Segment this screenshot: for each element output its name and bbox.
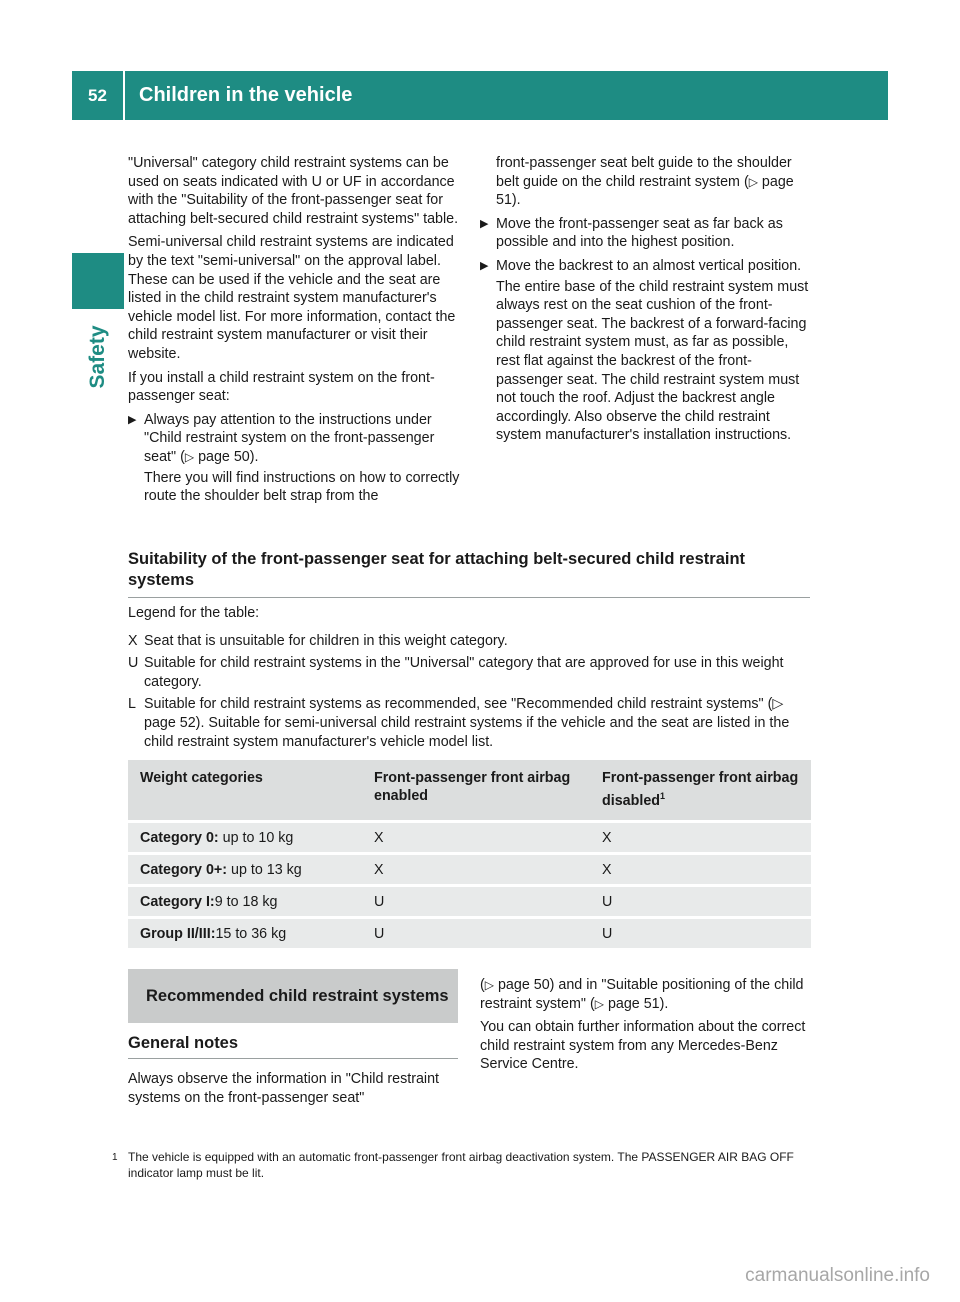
column-header-text: Front-passenger front airbag disabled [602, 770, 799, 809]
column-header [590, 760, 811, 820]
paragraph: Always observe the information in "Child restraint systems on the front-passenger seat" [128, 1071, 440, 1106]
table-cell: U [590, 887, 811, 916]
suitability-table [128, 757, 811, 951]
step-text: front-passenger seat belt guide to the shoulder belt guide on the child restraint system ( [496, 155, 792, 190]
table-row [128, 919, 811, 948]
paragraph: (▷ page 50) and in "Suitable positioning of the child restraint system" (▷ page 51). [480, 977, 804, 1012]
page-ref-link[interactable]: page 51). [607, 995, 669, 1012]
table-cell: U [362, 887, 590, 916]
step-text: Move the backrest to an almost vertical position. [496, 257, 802, 274]
table-cell: U [362, 919, 590, 948]
table-cell: X [590, 823, 811, 852]
general-notes-body [128, 1070, 458, 1112]
instruction-step [480, 215, 812, 252]
column-header: Front-passenger front airbag enabled [362, 760, 590, 820]
right-column [480, 154, 812, 450]
legend-key: L [128, 696, 136, 713]
arrow-icon: ▶ [480, 259, 489, 272]
step-continuation: The entire base of the child restraint system must always rest on the seat cushion of the front-passenger seat. The backrest of a forward-facing child restraint system must, as far as possible, rest flat against the backrest of the front-passenger seat. The child restraint system must not touch the roof. Adjust the backrest angle accordingly. Also observe the child restraint system manufacturer's installation instructions. [496, 278, 809, 444]
instruction-step [128, 411, 460, 506]
instruction-step [480, 257, 812, 445]
page-ref-arrow-icon: ▷ [748, 174, 758, 189]
footnote-ref: 1 [660, 791, 666, 801]
page-ref-link[interactable]: page 50). [198, 448, 259, 465]
side-tab [72, 312, 124, 402]
page-ref-arrow-icon: ▷ [594, 996, 604, 1011]
watermark: carmanualsonline.info [745, 1265, 930, 1286]
step-continuation: There you will find instructions on how to correctly route the shoulder belt strap from the [144, 469, 460, 505]
legend-text: Seat that is unsuitable for children in this weight category. [144, 632, 508, 649]
category-label: Category I: [140, 893, 215, 910]
legend-key: U [128, 655, 139, 672]
column-header: Weight categories [128, 760, 362, 820]
category-value: up to 10 kg [218, 829, 294, 846]
section-heading-suitability: Suitability of the front-passenger seat for attaching belt-secured child restraint systems [128, 549, 810, 598]
legend-text: Suitable for child restraint systems in the "Universal" category that are approved for use in this weight category. [144, 655, 784, 690]
footnote-text: The vehicle is equipped with an automatic front-passenger front airbag deactivation system. The PASSENGER AIR BAG OFF indicator lamp must be lit. [128, 1150, 794, 1180]
table-cell [128, 823, 362, 852]
category-label: Group II/III: [140, 925, 216, 942]
category-value: 15 to 36 kg [215, 925, 287, 942]
paragraph: If you install a child restraint system on the front-passenger seat: [128, 369, 435, 405]
table-row [128, 887, 811, 916]
left-column [128, 154, 460, 511]
page-ref-link[interactable]: page 51). [496, 173, 794, 209]
section-heading-recommended: Recommended child restraint systems [146, 986, 449, 1005]
legend-item [128, 632, 812, 651]
page-ref-arrow-icon: ▷ [184, 449, 195, 464]
footnote-mark: 1 [112, 1152, 118, 1163]
category-value: up to 13 kg [227, 861, 302, 878]
step-text: Always pay attention to the instructions under "Child restraint system on the front-passenger seat" ( [144, 411, 435, 465]
table-cell: U [590, 919, 811, 948]
chapter-title: Children in the vehicle [139, 84, 353, 106]
paragraph: "Universal" category child restraint systems can be used on seats indicated with U or UF in accordance with the "Suitability of the front-passenger seat for attaching belt-secured child restraint systems" table. [128, 155, 459, 227]
table-header-row [128, 760, 811, 820]
section-heading-box [128, 969, 458, 1023]
category-value: 9 to 18 kg [214, 893, 278, 910]
table-cell [128, 855, 362, 884]
page-ref-arrow-icon: ▷ [484, 978, 494, 992]
table-cell: X [362, 823, 590, 852]
step-continuation-block [480, 154, 812, 210]
ref-text: page 50) and in "Suitable positioning of the child restraint system" ( [480, 977, 804, 1012]
table-cell [128, 887, 362, 916]
category-label: Category 0: [140, 829, 219, 846]
table-cell [128, 919, 362, 948]
paragraph: You can obtain further information about the correct child restraint system from any Mercedes-Benz Service Centre. [480, 1019, 806, 1073]
arrow-icon: ▶ [480, 217, 489, 230]
table-row [128, 855, 811, 884]
side-tab-label: Safety [86, 325, 109, 389]
page-number: 52 [72, 71, 125, 120]
legend-text: Suitable for child restraint systems as recommended, see "Recommended child restraint systems" (▷ page 52). Suitable for semi-universal child restraint systems if the vehicle and the seat are listed in the child restraint system manufacturer's vehicle model list. [144, 696, 790, 750]
step-text: Move the front-passenger seat as far back as possible and into the highest position. [496, 215, 783, 251]
legend-item [128, 695, 812, 751]
page-header [72, 71, 888, 120]
legend-item [128, 654, 812, 691]
table-legend [128, 604, 812, 755]
table-cell: X [362, 855, 590, 884]
side-tab-marker [72, 253, 124, 309]
legend-key: X [128, 632, 138, 649]
table-cell: X [590, 855, 811, 884]
footnote [112, 1150, 812, 1181]
arrow-icon: ▶ [128, 413, 137, 426]
paragraph: Semi-universal child restraint systems are indicated by the text "semi-universal" on the approval label. These can be used if the vehicle and the seat are listed in the child restraint system manufacturer's vehicle model list. For more information, contact the child restraint system manufacturer or visit their website. [128, 234, 456, 362]
recommended-right-column [480, 976, 810, 1079]
category-label: Category 0+: [140, 861, 228, 878]
subheading-general-notes: General notes [128, 1034, 458, 1059]
legend-intro: Legend for the table: [128, 605, 260, 621]
table-row [128, 823, 811, 852]
